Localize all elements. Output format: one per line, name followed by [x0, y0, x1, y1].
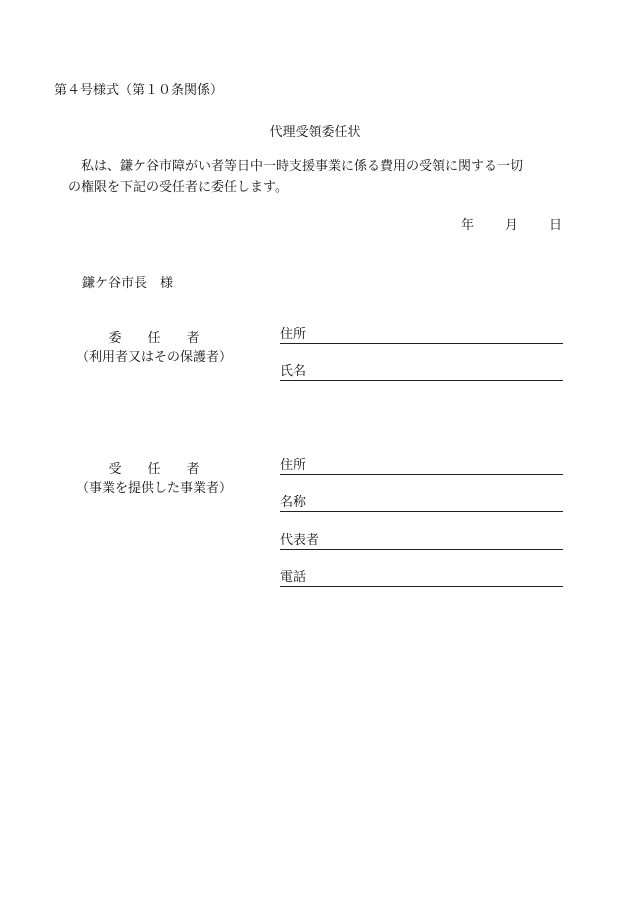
- delegatee-representative-label: 代表者: [280, 533, 320, 548]
- delegatee-role: [70, 458, 238, 496]
- delegator-name-field[interactable]: [280, 363, 563, 381]
- date-day: 日: [548, 218, 562, 233]
- delegation-statement: [68, 156, 568, 198]
- delegator-role-title: 委 任 者: [108, 331, 200, 346]
- statement-line-1: 私は、鎌ケ谷市障がい者等日中一時支援事業に係る費用の受領に関する一切: [81, 159, 524, 174]
- delegatee-address-field[interactable]: [280, 457, 563, 475]
- delegatee-company-label: 名称: [280, 495, 307, 510]
- delegator-name-label: 氏名: [280, 364, 307, 379]
- date-month: 月: [504, 218, 518, 233]
- delegator-address-label: 住所: [280, 327, 307, 342]
- addressee: 鎌ケ谷市長 様: [82, 276, 174, 291]
- delegator-role-note: （利用者又はその保護者）: [75, 350, 232, 365]
- delegatee-role-title: 受 任 者: [108, 462, 200, 477]
- statement-line-2: の権限を下記の受任者に委任します。: [68, 180, 288, 195]
- delegatee-phone-field[interactable]: [280, 569, 563, 587]
- delegatee-role-note: （事業を提供した事業者）: [75, 481, 232, 496]
- delegator-address-field[interactable]: [280, 326, 563, 344]
- document-title: 代理受領委任状: [269, 125, 361, 140]
- delegatee-phone-label: 電話: [280, 570, 307, 585]
- date-year: 年: [460, 218, 474, 233]
- delegatee-address-label: 住所: [280, 458, 307, 473]
- delegatee-representative-field[interactable]: [280, 532, 563, 550]
- date-line: [461, 214, 562, 233]
- delegator-role: [70, 327, 238, 365]
- delegatee-company-field[interactable]: [280, 494, 563, 512]
- form-number: 第４号様式（第１０条関係）: [54, 83, 224, 98]
